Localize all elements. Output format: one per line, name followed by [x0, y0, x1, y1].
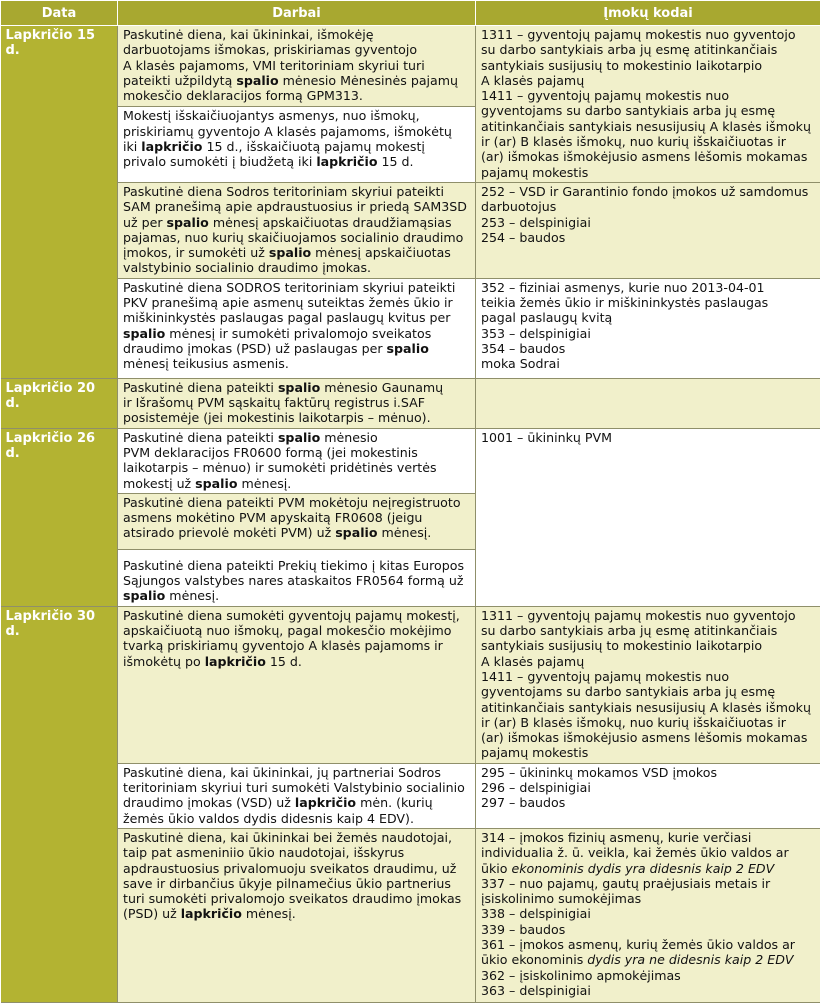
text-line: draudimo įmokas (PSD) už paslaugas per spalio: [123, 341, 471, 356]
text-line: 297 – baudos: [481, 795, 816, 810]
text-line: teikia žemės ūkio ir miškininkystės paslaugas: [481, 295, 816, 310]
work-cell: [118, 493, 476, 549]
text-line: A klasės pajamų: [481, 654, 816, 669]
text-line: 296 – delspinigiai: [481, 780, 816, 795]
text-line: atitinkančiais santykiais nesusijusių A klasės išmokų: [481, 700, 816, 715]
text-line: už per spalio mėnesį apskaičiuotas draudžiamąsias: [123, 215, 471, 230]
work-cell: [118, 763, 476, 828]
text-line: 362 – įsiskolinimo apmokėjimas: [481, 968, 816, 983]
work-cell: [118, 182, 476, 278]
text-line: 1411 – gyventojų pajamų mokestis nuo: [481, 88, 816, 103]
codes-cell: [476, 26, 820, 183]
table-row: [1, 763, 820, 828]
text-line: taip pat asmeniniio ūkio naudotojai, išskyrus: [123, 845, 471, 860]
table-row: [1, 26, 820, 107]
work-cell: [118, 26, 476, 107]
text-line: 254 – baudos: [481, 230, 816, 245]
text-line: (PSD) už lapkričio mėnesį.: [123, 906, 471, 921]
text-line: teritoriniam skyriui turi sumokėti Valstybinio socialinio: [123, 780, 471, 795]
text-line: individualia ž. ū. veikla, kai žemės ūkio valdos ar: [481, 845, 816, 860]
text-line: 253 – delspinigiai: [481, 215, 816, 230]
text-line: pateikti užpildytą spalio mėnesio Mėnesinės pajamų: [123, 73, 471, 88]
codes-cell: [476, 278, 820, 378]
date-cell: Lapkričio 26 d.: [1, 428, 118, 606]
text-line: Paskutinė diena, kai ūkininkai, jų partneriai Sodros: [123, 765, 471, 780]
text-line: ir (ar) B klasės išmokų, nuo kurių išskaičiuotas ir: [481, 134, 816, 149]
text-line: mokestį už spalio mėnesį.: [123, 476, 471, 491]
codes-cell: [476, 606, 820, 763]
text-line: turi sumokėti privalomojo sveikatos draudimo įmokas: [123, 891, 471, 906]
date-cell: Lapkričio 30 d.: [1, 606, 118, 1002]
text-line: Paskutinė diena Sodros teritoriniam skyriui pateikti: [123, 184, 471, 199]
text-line: Paskutinė diena pateikti spalio mėnesio: [123, 430, 471, 445]
text-line: 353 – delspinigiai: [481, 326, 816, 341]
work-cell: [118, 278, 476, 378]
date-cell: Lapkričio 20 d.: [1, 378, 118, 428]
text-line: tvarką priskiriamų gyventojo A klasės pajamoms ir: [123, 638, 471, 653]
text-line: Sąjungos valstybes nares ataskaitos FR0564 formą už: [123, 573, 471, 588]
text-line: (ar) išmokas išmokėjusio asmens lėšomis mokamas: [481, 149, 816, 164]
text-line: Paskutinė diena pateikti PVM mokėtoju neįregistruoto: [123, 495, 471, 510]
text-line: įmokos, ir sumokėti už spalio mėnesį apskaičiuotas: [123, 245, 471, 260]
text-line: mėnesį teikusius asmenis.: [123, 356, 471, 371]
text-line: 363 – delspinigiai: [481, 983, 816, 998]
text-line: 338 – delspinigiai: [481, 906, 816, 921]
codes-cell: [476, 182, 820, 278]
work-cell: [118, 107, 476, 183]
table-row: [1, 828, 820, 1002]
text-line: A klasės pajamoms, VMI teritoriniam skyriui turi: [123, 58, 471, 73]
text-line: su darbo santykiais arba jų esmę atitinkančiais: [481, 42, 816, 57]
text-line: ūkio ekonominis dydis yra didesnis kaip 2 EDV: [481, 861, 816, 876]
text-line: SAM pranešimą apie apdraustuosius ir priedą SAM3SD: [123, 199, 471, 214]
text-line: Paskutinė diena pateikti Prekių tiekimo į kitas Europos: [123, 558, 471, 573]
table-row: [1, 182, 820, 278]
text-line: žemės ūkio valdos dydis didesnis kaip 4 EDV).: [123, 811, 471, 826]
header-date: Data: [1, 1, 118, 26]
text-line: valstybinio socialinio draudimo įmokas.: [123, 260, 471, 275]
text-line: (ar) išmokas išmokėjusio asmens lėšomis mokamas: [481, 730, 816, 745]
table-row: [1, 278, 820, 378]
text-line: Paskutinė diena pateikti spalio mėnesio Gaunamų: [123, 380, 471, 395]
text-line: darbuotojus: [481, 199, 816, 214]
text-line: privalo sumokėti į biudžetą iki lapkričio 15 d.: [123, 154, 471, 169]
text-line: asmens mokėtino PVM apyskaitą FR0608 (jeigu: [123, 510, 471, 525]
text-line: pagal paslaugų kvitą: [481, 310, 816, 325]
header-codes: Įmokų kodai: [476, 1, 820, 26]
text-line: santykiais susijusių to mokestinio laikotarpio: [481, 638, 816, 653]
work-cell: [118, 428, 476, 493]
text-line: apdraustuosius privalomuoju sveikatos draudimu, už: [123, 861, 471, 876]
text-line: Paskutinė diena, kai ūkininkai, išmokėję: [123, 27, 471, 42]
text-line: PKV pranešimą apie asmenų suteiktas žemės ūkio ir: [123, 295, 471, 310]
table-row: [1, 378, 820, 428]
text-line: posistemėje (jei mokestinis laikotarpis – mėnuo).: [123, 410, 471, 425]
text-line: spalio mėnesį ir sumokėti privalomojo sveikatos: [123, 326, 471, 341]
text-line: ūkio ekonominis dydis yra ne didesnis kaip 2 EDV: [481, 952, 816, 967]
text-line: 361 – įmokos asmenų, kurių žemės ūkio valdos ar: [481, 937, 816, 952]
text-line: 252 – VSD ir Garantinio fondo įmokos už samdomus: [481, 184, 816, 199]
work-cell: [118, 828, 476, 1002]
text-line: Mokestį išskaičiuojantys asmenys, nuo išmokų,: [123, 108, 471, 123]
text-line: 1311 – gyventojų pajamų mokestis nuo gyventojo: [481, 27, 816, 42]
header-row: [1, 1, 820, 26]
codes-cell: [476, 378, 820, 428]
codes-cell: [476, 763, 820, 828]
text-line: 337 – nuo pajamų, gautų praėjusiais metais ir: [481, 876, 816, 891]
text-line: draudimo įmokas (VSD) už lapkričio mėn. (kurių: [123, 795, 471, 810]
date-cell: Lapkričio 15 d.: [1, 26, 118, 379]
text-line: ir Išrašomų PVM sąskaitų faktūrų registrus i.SAF: [123, 395, 471, 410]
codes-cell: [476, 428, 820, 606]
text-line: 354 – baudos: [481, 341, 816, 356]
text-line: atsirado prievolė mokėti PVM) už spalio mėnesį.: [123, 525, 471, 540]
text-line: pajamų mokestis: [481, 165, 816, 180]
text-line: PVM deklaracijos FR0600 formą (jei mokestinis: [123, 445, 471, 460]
text-line: miškininkystės paslaugas pagal paslaugų kvitus per: [123, 310, 471, 325]
text-line: išmokėtų po lapkričio 15 d.: [123, 654, 471, 669]
text-line: santykiais susijusių to mokestinio laikotarpio: [481, 58, 816, 73]
text-line: mokesčio deklaracijos formą GPM313.: [123, 88, 471, 103]
text-line: iki lapkričio 15 d., išskaičiuotą pajamų mokestį: [123, 139, 471, 154]
text-line: save ir dirbančius ūkyje pilnamečius ūkio partnerius: [123, 876, 471, 891]
text-line: atitinkančiais santykiais nesusijusių A klasės išmokų: [481, 119, 816, 134]
text-line: pajamas, nuo kurių skaičiuojamos socialinio draudimo: [123, 230, 471, 245]
work-cell: [118, 378, 476, 428]
text-line: 295 – ūkininkų mokamos VSD įmokos: [481, 765, 816, 780]
text-line: spalio mėnesį.: [123, 588, 471, 603]
text-line: pajamų mokestis: [481, 745, 816, 760]
text-line: 1311 – gyventojų pajamų mokestis nuo gyventojo: [481, 608, 816, 623]
codes-cell: [476, 828, 820, 1002]
work-cell: [118, 606, 476, 763]
text-line: 314 – įmokos fizinių asmenų, kurie verčiasi: [481, 830, 816, 845]
text-line: Paskutinė diena, kai ūkininkai bei žemės naudotojai,: [123, 830, 471, 845]
text-line: gyventojams su darbo santykiais arba jų esmę: [481, 103, 816, 118]
text-line: apskaičiuotą nuo išmokų, pagal mokesčio mokėjimo: [123, 623, 471, 638]
table-row: [1, 606, 820, 763]
text-line: 1411 – gyventojų pajamų mokestis nuo: [481, 669, 816, 684]
text-line: 339 – baudos: [481, 922, 816, 937]
work-cell: [118, 549, 476, 606]
text-line: Paskutinė diena SODROS teritoriniam skyriui pateikti: [123, 280, 471, 295]
text-line: A klasės pajamų: [481, 73, 816, 88]
text-line: gyventojams su darbo santykiais arba jų esmę: [481, 684, 816, 699]
text-line: su darbo santykiais arba jų esmę atitinkančiais: [481, 623, 816, 638]
text-line: laikotarpis – mėnuo) ir sumokėti pridėtinės vertės: [123, 460, 471, 475]
text-line: 352 – fiziniai asmenys, kurie nuo 2013-04-01: [481, 280, 816, 295]
table-row: [1, 428, 820, 493]
text-line: 1001 – ūkininkų PVM: [481, 430, 816, 445]
text-line: Paskutinė diena sumokėti gyventojų pajamų mokestį,: [123, 608, 471, 623]
text-line: darbuotojams išmokas, priskiriamas gyventojo: [123, 42, 471, 57]
text-line: ir (ar) B klasės išmokų, nuo kurių išskaičiuotas ir: [481, 715, 816, 730]
text-line: įsiskolinimo sumokėjimas: [481, 891, 816, 906]
text-line: moka Sodrai: [481, 356, 816, 371]
text-line: priskiriamų gyventojo A klasės pajamoms, išmokėtų: [123, 124, 471, 139]
header-works: Darbai: [118, 1, 476, 26]
